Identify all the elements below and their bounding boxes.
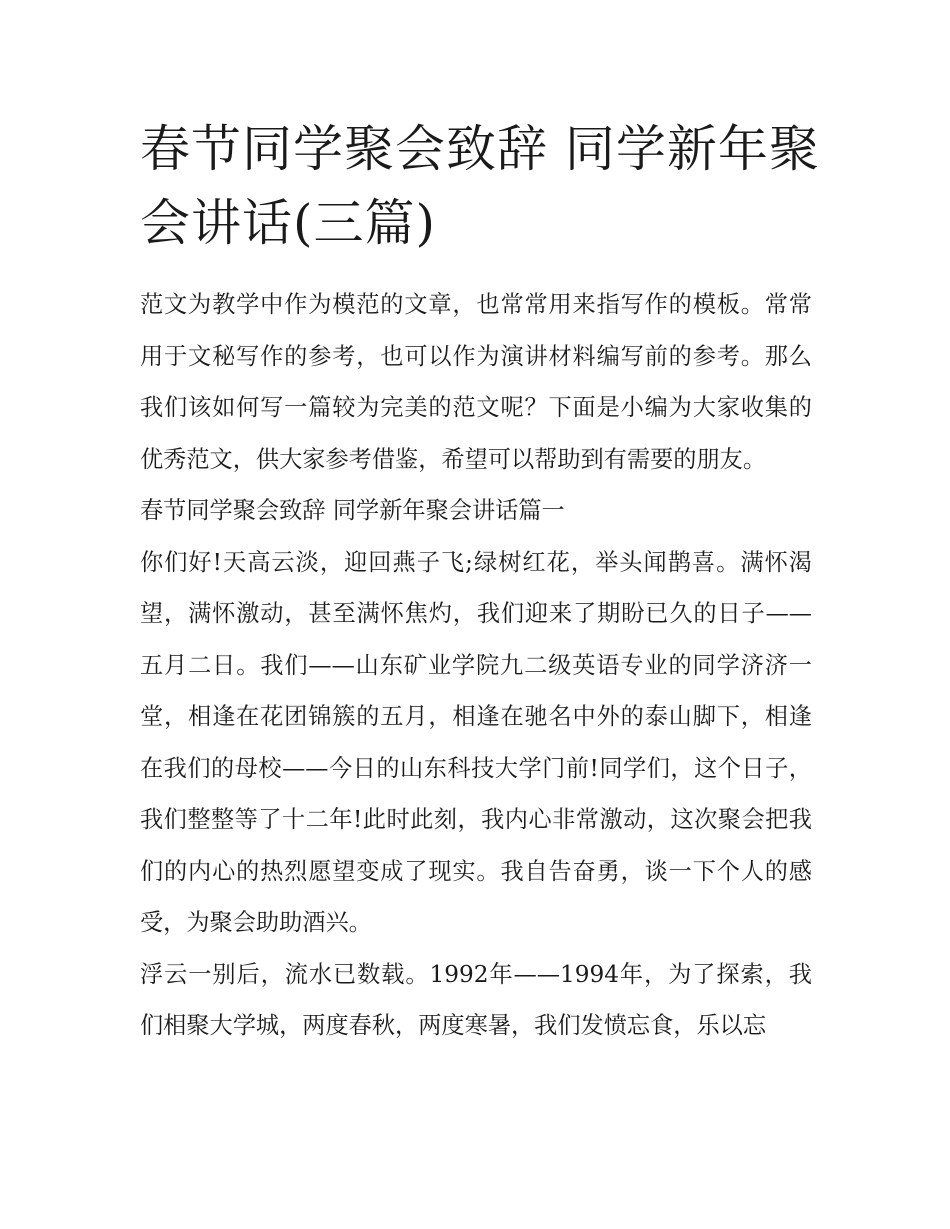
- intro-paragraph: 范文为教学中作为模范的文章，也常常用来指写作的模板。常常用于文秘写作的参考，也可以作为演讲材料编写前的参考。那么我们该如何写一篇较为完美的范文呢？下面是小编为大家收集的优秀范文，供大家参考借鉴，希望可以帮助到有需要的朋友。: [140, 291, 812, 473]
- body-paragraph-1: 你们好!天高云淡，迎回燕子飞;绿树红花，举头闻鹊喜。满怀渴望，满怀激动，甚至满怀焦灼，我们迎来了期盼已久的日子——五月二日。我们——山东矿业学院九二级英语专业的同学济济一堂，相逢在花团锦簇的五月，相逢在驰名中外的泰山脚下，相逢在我们的母校——今日的山东科技大学门前!同学们，这个日子，我们整整等了十二年!此时此刻，我内心非常激动，这次聚会把我们的内心的热烈愿望变成了现实。我自告奋勇，谈一下个人的感受，为聚会助助酒兴。: [140, 548, 812, 936]
- document-body: [140, 279, 812, 1052]
- body-paragraph-2: 浮云一别后，流水已数载。1992年——1994年，为了探索，我们相聚大学城，两度春秋，两度寒暑，我们发愤忘食，乐以忘: [140, 960, 812, 1039]
- document-title: 春节同学聚会致辞 同学新年聚会讲话(三篇): [140, 120, 820, 252]
- section-heading: 春节同学聚会致辞 同学新年聚会讲话篇一: [140, 497, 565, 524]
